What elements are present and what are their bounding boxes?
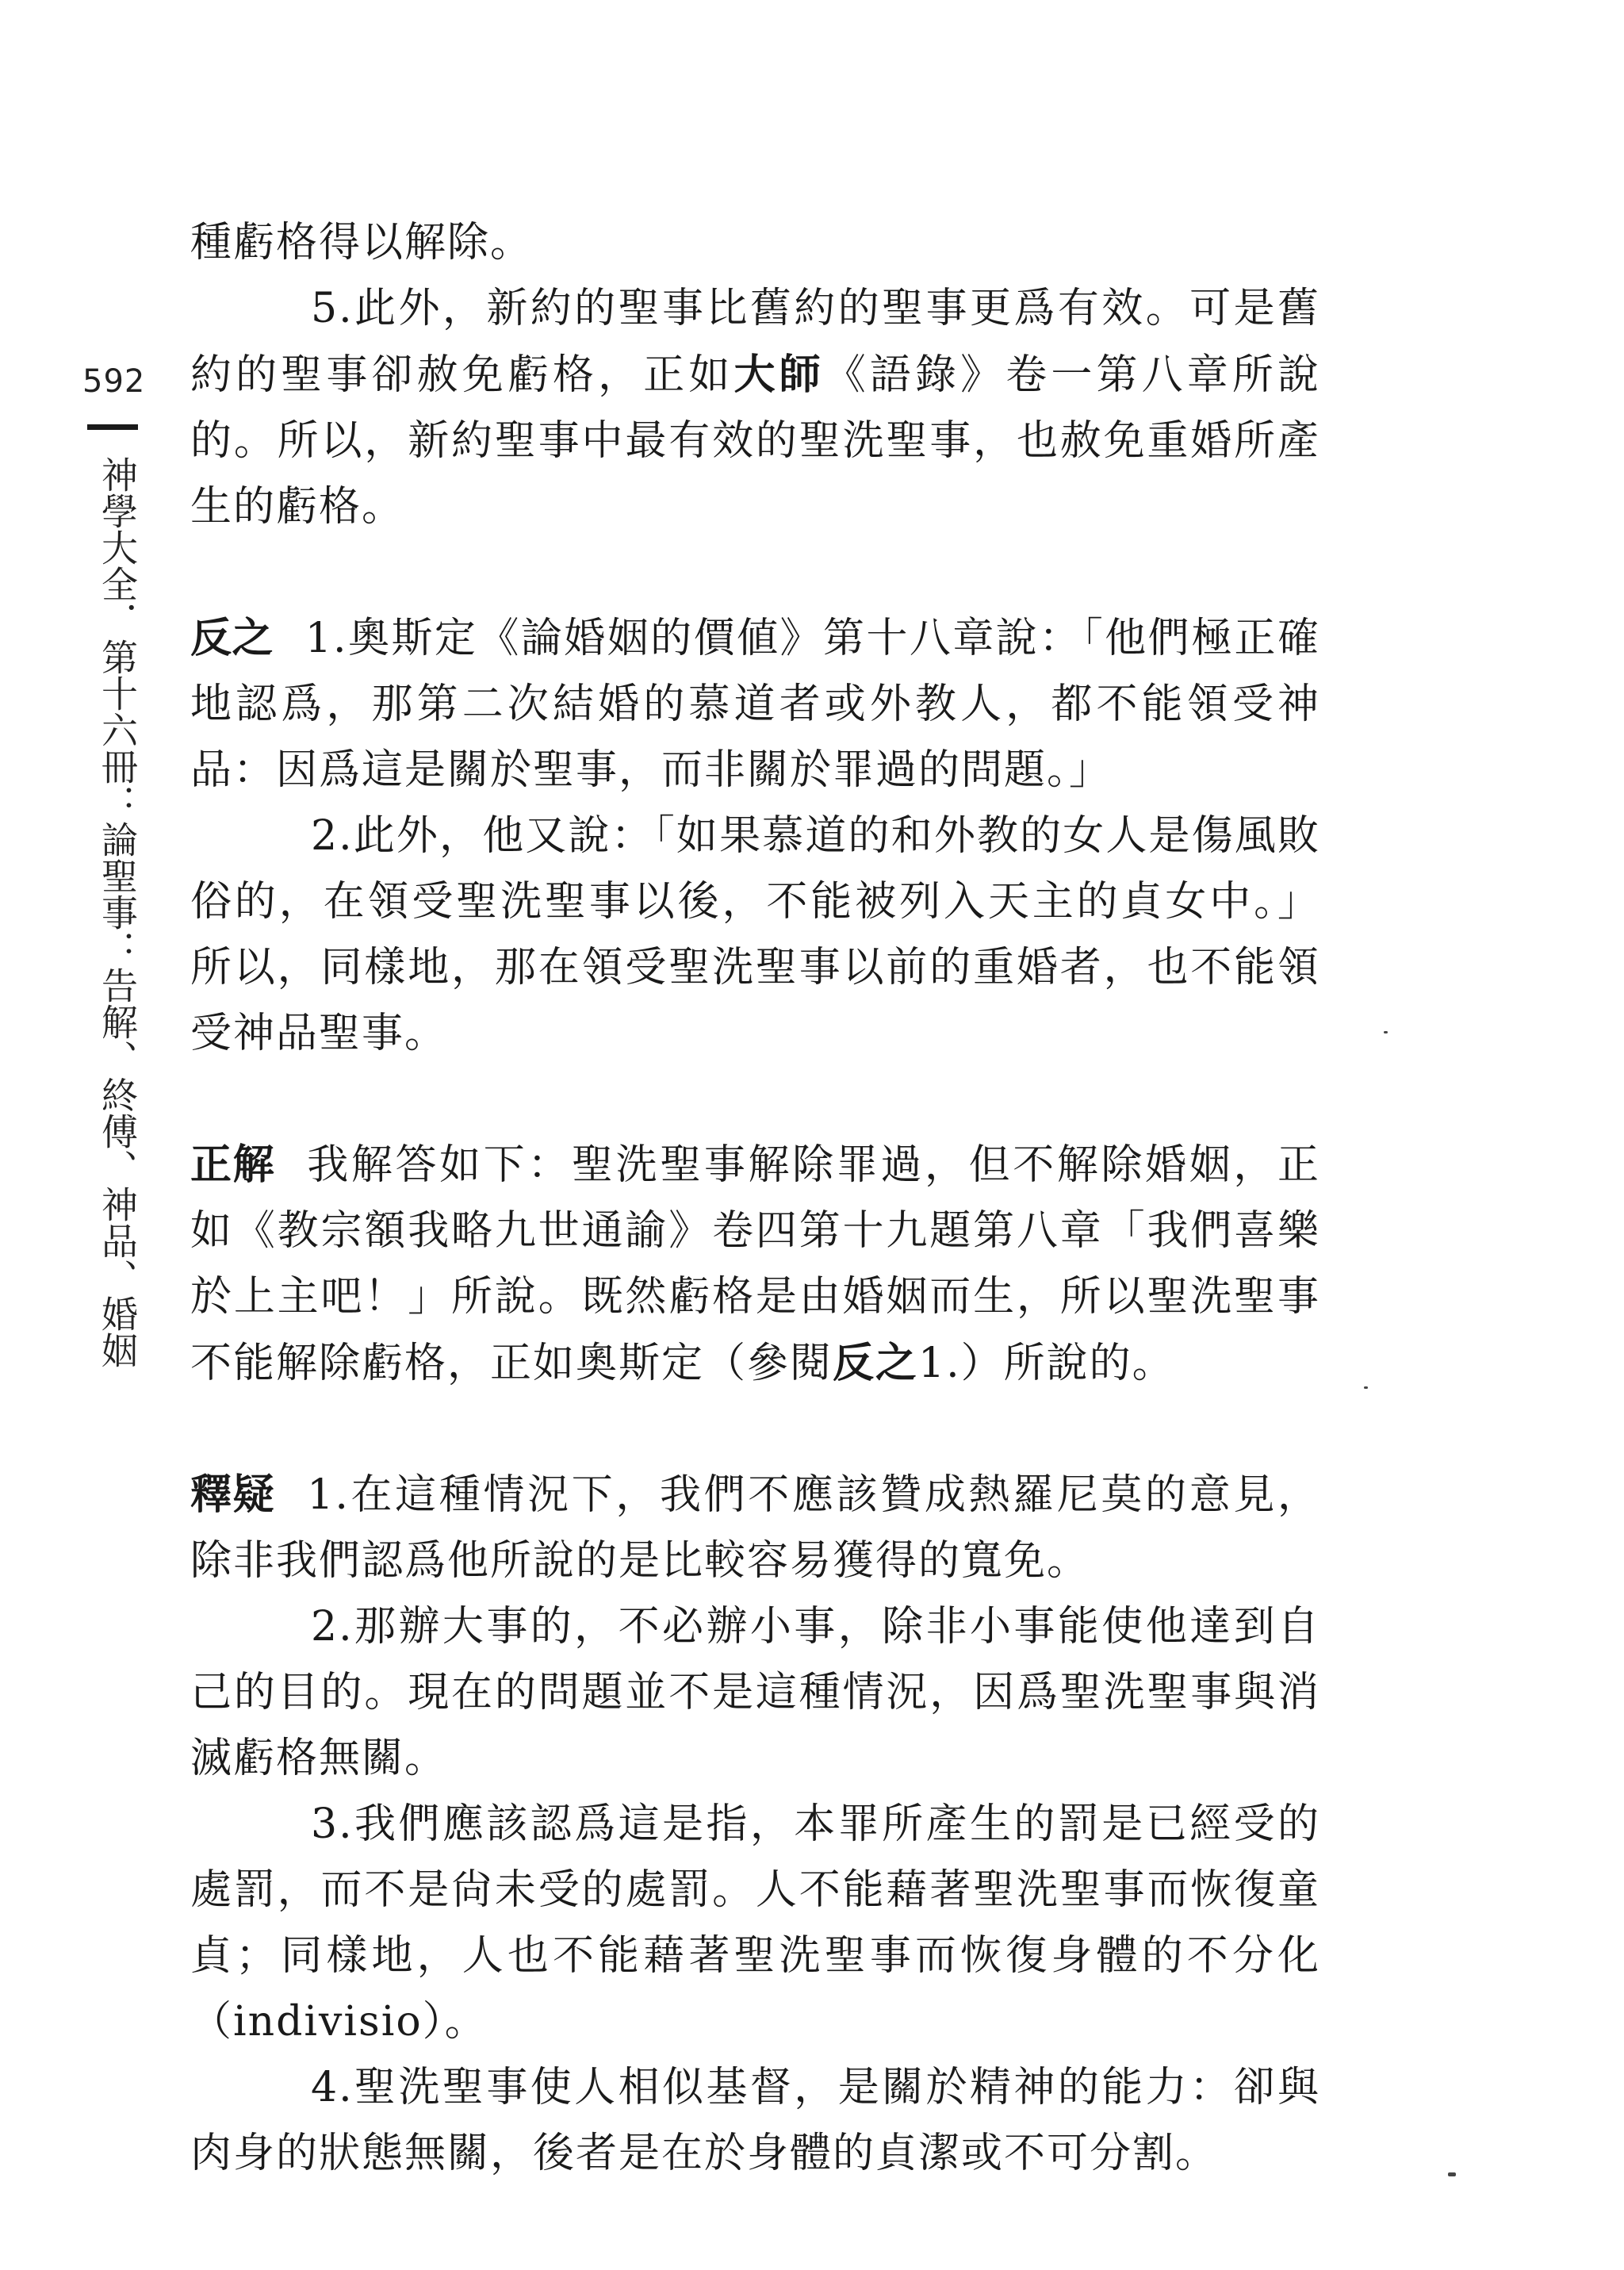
paragraph-continuation: 種虧格得以解除。 [190,219,534,266]
master-term: 大師 [733,351,825,399]
answer-text-end: 1.）所說的。 [918,1340,1175,1387]
objection-5-text-end: 《語錄》卷一第八章所說的。所以，新約聖事中最有效的聖洗聖事，也赦免重婚所產生的虧格。 [190,351,1320,531]
page-number: 592 [82,363,146,400]
answer-label: 正解 [190,1141,276,1189]
answer-contra-ref: 反之 [833,1339,919,1387]
paragraph-contra-2: 2.此外，他又說：「如果慕道的和外教的女人是傷風敗俗的，在領受聖洗聖事以後，不能被列入天主的貞女中。」所以，同樣地，那在領受聖洗聖事以前的重婚者，也不能領受神品聖事。 [190,812,1320,1057]
body-text [190,210,1320,2187]
reply-label: 釋疑 [190,1471,276,1519]
answer-text-start: 我解答如下：聖洗聖事解除罪過，但不解除婚姻，正如《教宗額我略九世通諭》卷四第十九題第八章「我們喜樂於上主吧！」所說。既然虧格是由婚姻而生，所以聖洗聖事不能解除虧格，正如奧斯定（參閱 [190,1141,1320,1387]
paragraph-reply-4: 4.聖洗聖事使人相似基督，是關於精神的能力：卻與肉身的狀態無關，後者是在於身體的貞潔或不可分割。 [190,2064,1320,2177]
paragraph-reply-1 [190,1463,1320,1594]
scan-speck [1384,1031,1388,1033]
paragraph-objection-5 [190,276,1320,540]
paragraph-reply-2: 2.那辦大事的，不必辦小事，除非小事能使他達到自己的目的。現在的問題並不是這種情況，因爲聖洗聖事與消滅虧格無關。 [190,1603,1320,1782]
paragraph-contra-1 [190,606,1320,803]
scan-speck [1364,1386,1368,1389]
objection-5-text-start: 5.此外，新約的聖事比舊約的聖事更爲有效。可是舊約的聖事卻赦免虧格，正如 [190,285,1320,399]
scan-speck [1448,2172,1456,2176]
contra-label: 反之 [190,615,274,662]
paragraph-reply-3: 3.我們應該認爲這是指，本罪所產生的罰是已經受的處罰，而不是尙未受的處罰。人不能藉著聖洗聖事而恢復童貞；同樣地，人也不能藉著聖洗聖事而恢復身體的不分化（indivisio）。 [190,1800,1320,2046]
paragraph-answer [190,1133,1320,1397]
reply-1-text: 1.在這種情況下，我們不應該贊成熱羅尼莫的意見，除非我們認爲他所說的是比較容易獲得的寬免。 [190,1471,1320,1585]
page-number-rule [87,424,138,430]
contra-1-text: 1.奧斯定《論婚姻的價値》第十八章說：「他們極正確地認爲，那第二次結婚的慕道者或外教人，都不能領受神品：因爲這是關於聖事，而非關於罪過的問題。」 [190,615,1320,794]
running-head: 神學大全．第十六冊：論聖事：告解、終傅、神品、婚姻 [96,456,139,1368]
